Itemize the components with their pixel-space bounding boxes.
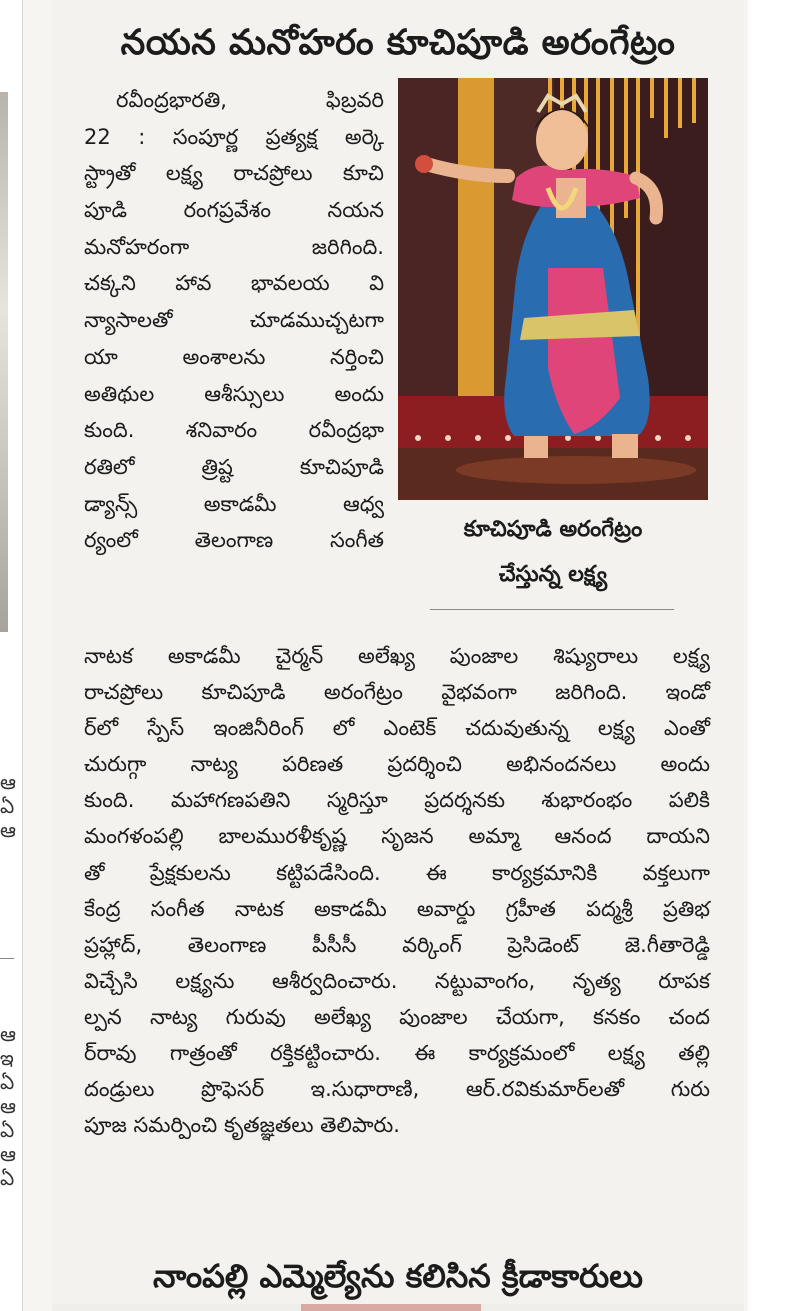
body-line: యా అంశాలను నర్తించి [84,344,384,369]
next-article-headline: నాంపల్లి ఎమ్మెల్యేను కలిసిన క్రీడాకారులు [153,1257,643,1295]
fragment-glyph: ఏ [0,794,15,818]
fragment-glyph: ఏ [0,1118,15,1142]
news-article [52,0,744,1311]
fragment-glyph: ఆ [0,1022,16,1046]
body-line: 22 : సంపూర్ణ ప్రత్యక్ష అర్కె [84,124,384,149]
photo-caption [398,507,708,597]
fragment-glyph: ఆ [0,770,16,794]
body-line: పూజ సమర్పించి కృతజ్ఞతలు తెలిపారు. [84,1113,400,1138]
body-line: తో ప్రేక్షకులను కట్టిపడేసింది. ఈ కార్యక్రమానికి వక్తలుగా [84,860,710,885]
caption-divider [430,609,674,610]
page-margin-right [748,0,800,1311]
fragment-glyph: ఆ [0,818,16,842]
body-line: ర్‌లో స్పేస్ ఇంజినీరింగ్ లో ఎంటెక్ చదువుతున్న లక్ష్య ఎంతో [84,716,710,741]
kuchipudi-dancer-illustration [398,78,708,500]
body-line: ర్‌రావు గాత్రంతో రక్తికట్టించారు. ఈ కార్యక్రమంలో లక్ష్య తల్లి [84,1041,710,1066]
body-line: కుంది. శనివారం రవీంద్రభా [84,418,384,443]
fragment-glyph: ఇ [0,1046,14,1070]
body-line: మంగళంపల్లి బాలమురళీకృష్ణ సృజన అమ్మా ఆనంద దాయని [84,824,710,849]
article-headline: నయన మనోహరం కూచిపూడి అరంగేట్రం [120,23,676,63]
caption-line: చేస్తున్న లక్ష్య [498,562,608,587]
body-line: మనోహరంగా జరిగింది. [84,234,384,259]
body-line: అతిథుల ఆశీస్సులు అందు [84,381,384,406]
body-line: చక్కని హావ భావలయ వి [84,271,384,296]
article-body-narrow-column [84,82,384,559]
body-line: న్యాసాలతో చూడముచ్చటగా [84,308,384,333]
body-line: ర్యంలో తెలంగాణ సంగీత [84,528,384,553]
adjacent-text-fragment-b [0,1022,16,1190]
body-line: స్ట్రాతో లక్ష్య రాచప్రోలు కూచి [84,161,384,186]
body-line: కేంద్ర సంగీత నాటక అకాడమీ అవార్డు గ్రహీత పద్మశ్రీ ప్రతిభ [84,896,710,921]
dancer-photo [398,78,708,500]
body-line: డ్యాన్స్ అకాడమీ ఆధ్వ [84,491,384,516]
body-line: పూడి రంగప్రవేశం నయన [84,198,384,223]
body-line: దండ్రులు ప్రొఫెసర్ ఇ.సుధారాణి, ఆర్.రవికుమార్‌లతో గురు [84,1077,710,1102]
body-line: నాటక అకాడమీ చైర్మన్ అలేఖ్య పుంజాల శిష్యురాలు లక్ష్య [84,644,710,668]
body-line: చురుగ్గా నాట్య పరిణత ప్రదర్శించి అభినందనలు అందు [84,752,710,777]
body-line: రవీంద్రభారతి, ఫిబ్రవరి [116,88,384,112]
fragment-glyph: ఏ [0,1166,15,1190]
fragment-glyph: ఏ [0,1070,15,1094]
adjacent-divider [0,958,14,959]
next-article-photo-edge [52,1304,744,1311]
body-line: రాచప్రోలు కూచిపూడి అరంగేట్రం వైభవంగా జరిగింది. ఇండో [84,680,710,705]
fragment-glyph: ఆ [0,1142,16,1166]
caption-line: కూచిపూడి అరంగేట్రం [463,517,643,542]
body-line: కుంది. మహాగణపతిని స్మరిస్తూ ప్రదర్శనకు శుభారంభం పలికి [84,788,710,813]
article-body-wide-column [84,638,710,1143]
body-line: రతిలో త్రిష్ట కూచిపూడి [84,454,384,479]
body-line: ప్రహ్లాద్, తెలంగాణ పీసీసీ వర్కింగ్ ప్రెసిడెంట్ జె.గీతారెడ్డి [84,932,710,957]
fragment-glyph: ఆ [0,1094,16,1118]
body-line: ల్పన నాట్య గురువు అలేఖ్య పుంజాల చేయగా, కనకం చంద [84,1004,710,1029]
body-line: విచ్చేసి లక్ష్యను ఆశీర్వదించారు. నట్టువాంగం, నృత్య రూపక [84,968,710,993]
adjacent-text-fragment-a [0,770,16,842]
adjacent-photo-edge [0,92,8,632]
